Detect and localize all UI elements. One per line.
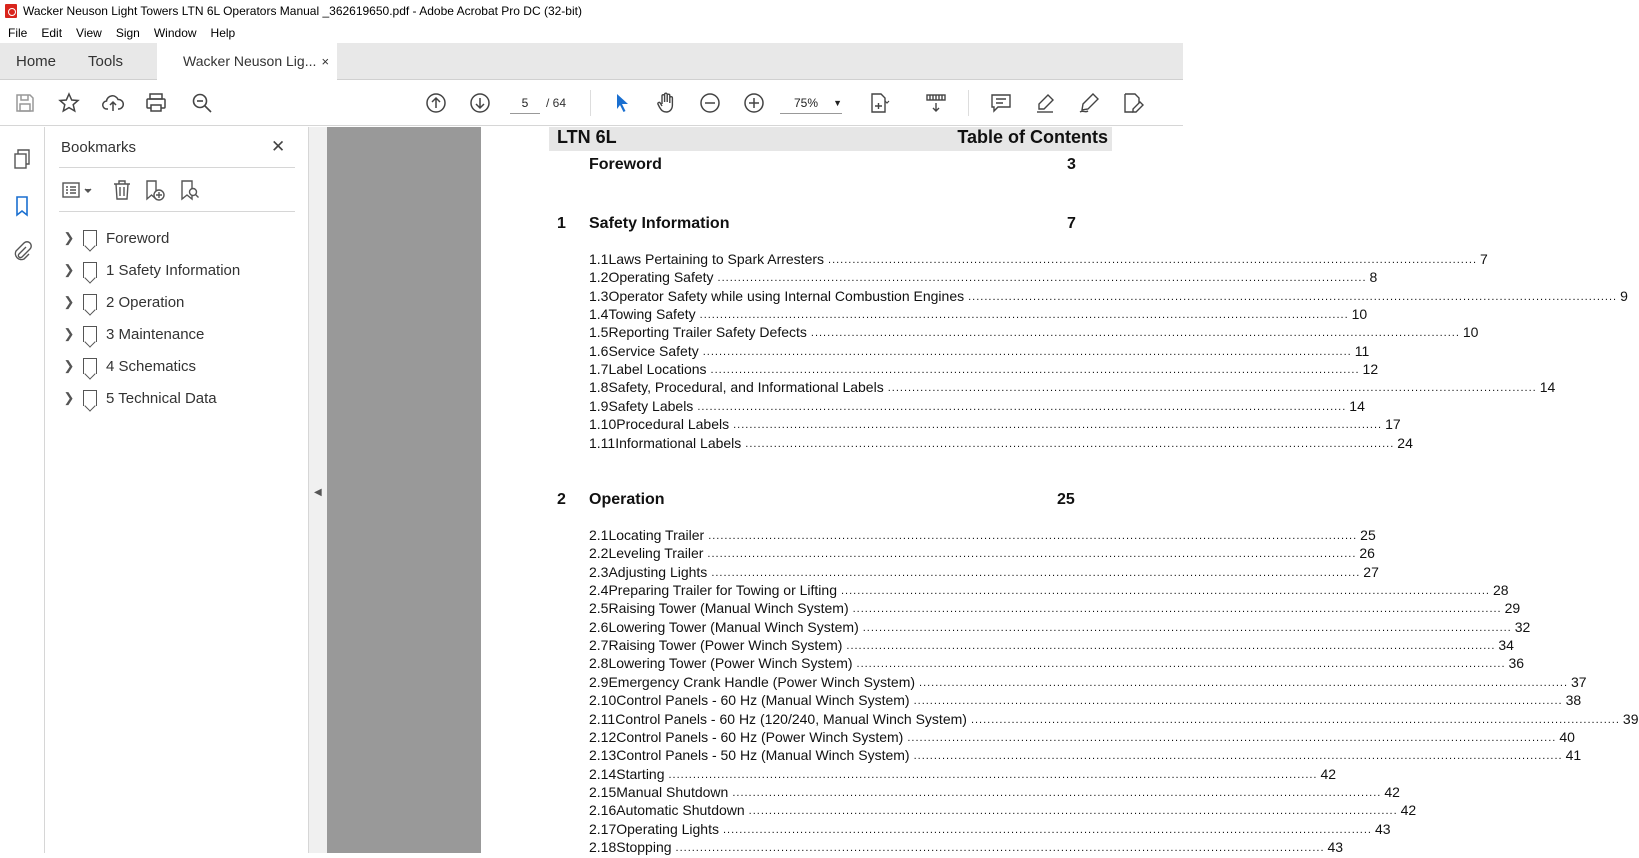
toc-leader-dots: ................................................................................................................................................................	[733, 419, 1383, 432]
toc-leader-dots: ................................................................................................................................................................	[675, 841, 1325, 854]
toc-leader-dots: ................................................................................................................................................................	[862, 621, 1512, 634]
menu-view[interactable]: View	[76, 25, 102, 40]
toc-section-page: 25	[1057, 491, 1075, 508]
menu-file[interactable]: File	[8, 25, 28, 40]
toc-section-page: 7	[1067, 215, 1076, 232]
toc-leader-dots: ................................................................................................................................................................	[852, 603, 1502, 616]
toc-entry-number: 1.8	[589, 379, 609, 396]
bookmark-icon	[83, 294, 97, 310]
toc-leader-dots: ................................................................................................................................................................	[668, 768, 1318, 781]
toolbar-divider	[590, 90, 591, 116]
panel-collapse-handle[interactable]	[309, 127, 327, 853]
toc-entry[interactable]	[589, 527, 1376, 545]
attachments-icon[interactable]	[11, 241, 33, 263]
toc-entry[interactable]	[589, 673, 1587, 692]
bookmarks-icon[interactable]	[11, 195, 33, 217]
page-total: / 64	[546, 96, 567, 110]
toc-entry[interactable]	[589, 434, 1413, 453]
toc-entry-title: Locating Trailer	[608, 527, 705, 543]
toc-entry[interactable]	[589, 765, 1337, 784]
star-icon[interactable]	[57, 91, 81, 115]
toc-entry[interactable]	[589, 655, 1525, 673]
toc-leader-dots: ................................................................................................................................................................	[841, 585, 1490, 598]
bookmark-item-foreword[interactable]	[59, 222, 295, 254]
bookmark-item-maintenance[interactable]	[59, 318, 295, 350]
toc-entry-title: Emergency Crank Handle (Power Winch System)	[608, 673, 916, 690]
toc-entry-title: Control Panels - 60 Hz (Manual Winch System)	[616, 692, 910, 709]
bookmark-icon	[83, 390, 97, 406]
chevron-down-icon: ▼	[833, 98, 842, 108]
toc-entry-number: 2.12	[589, 728, 617, 745]
toc-entry-page: 29	[1504, 600, 1521, 617]
toc-entry[interactable]	[589, 416, 1401, 434]
toc-leader-dots: ................................................................................................................................................................	[919, 676, 1568, 689]
toc-leader-dots: ................................................................................................................................................................	[846, 640, 1496, 653]
toc-entry-title: Control Panels - 50 Hz (Manual Winch System)	[616, 747, 910, 764]
toc-entry-number: 1.5	[589, 324, 609, 341]
toc-leader-dots: ................................................................................................................................................................	[745, 437, 1395, 450]
toc-entry[interactable]	[589, 287, 1628, 306]
toc-entry[interactable]	[589, 379, 1556, 397]
select-cursor-icon[interactable]	[610, 91, 634, 115]
toc-entry-number: 2.3	[589, 563, 609, 580]
toc-entry-number: 2.5	[589, 600, 609, 617]
toc-entry-number: 2.17	[589, 820, 617, 837]
toc-entry[interactable]	[589, 397, 1365, 416]
toc-section-number: 2	[557, 491, 566, 508]
bookmark-icon	[83, 262, 97, 278]
toc-entry-page: 14	[1349, 397, 1365, 414]
tab-document[interactable]	[157, 43, 337, 81]
bookmark-label: 5 Technical Data	[106, 389, 217, 407]
toc-leader-dots: ................................................................................................................................................................	[810, 327, 1460, 340]
toc-entry-page: 38	[1565, 692, 1582, 709]
document-viewport[interactable]	[309, 127, 1639, 855]
toc-entry-title: Preparing Trailer for Towing or Lifting	[608, 582, 837, 599]
left-rail	[0, 127, 45, 853]
toc-entry[interactable]	[589, 637, 1514, 655]
zoom-in-icon[interactable]	[742, 91, 766, 115]
search-icon[interactable]	[190, 91, 214, 115]
toc-entry-title: Reporting Trailer Safety Defects	[608, 324, 807, 341]
bookmark-item-schematics[interactable]	[59, 350, 295, 382]
page-header	[549, 127, 1112, 151]
toc-leader-dots: ................................................................................................................................................................	[748, 805, 1398, 818]
toc-entry-number: 1.10	[589, 416, 617, 433]
toc-entry[interactable]	[589, 747, 1582, 765]
toc-entry-title: Leveling Trailer	[608, 545, 704, 562]
bookmark-item-safety-information[interactable]	[59, 254, 295, 286]
bookmark-label: 3 Maintenance	[106, 325, 205, 343]
toc-entry-number: 1.2	[589, 269, 609, 286]
tab-close-icon[interactable]: ×	[321, 54, 330, 69]
toc-leader-dots: ................................................................................................................................................................	[913, 695, 1563, 708]
header-section-title: Table of Contents	[957, 127, 1108, 147]
comment-icon[interactable]	[989, 91, 1013, 115]
menu-help[interactable]: Help	[210, 25, 236, 40]
bookmark-item-technical-data[interactable]	[59, 382, 295, 414]
chevron-right-icon[interactable]: ❯	[63, 326, 75, 341]
toc-entry-title: Operating Lights	[616, 820, 719, 837]
toc-entry-title: Procedural Labels	[616, 416, 730, 433]
toc-entry-page: 25	[1360, 527, 1376, 543]
toc-entry-page: 17	[1385, 416, 1401, 433]
save-icon[interactable]	[13, 91, 37, 115]
next-page-icon[interactable]	[468, 91, 492, 115]
toc-entry[interactable]	[589, 342, 1370, 361]
toc-leader-dots: ................................................................................................................................................................	[722, 823, 1372, 836]
toc-entry-title: Lowering Tower (Manual Winch System)	[608, 618, 859, 635]
toc-entry[interactable]	[589, 838, 1344, 857]
toc-entry-page: 32	[1514, 618, 1531, 635]
toc-entry-page: 39	[1622, 710, 1639, 727]
divider	[59, 211, 295, 212]
toc-entry[interactable]	[589, 563, 1379, 582]
toc-leader-dots: ................................................................................................................................................................	[887, 382, 1537, 395]
toc-entry-title: Automatic Shutdown	[616, 802, 745, 819]
chevron-right-icon[interactable]: ❯	[63, 390, 75, 405]
toc-entry-page: 10	[1462, 324, 1479, 341]
menu-edit[interactable]: Edit	[41, 25, 63, 40]
toc-entry[interactable]	[589, 618, 1531, 637]
toc-leader-dots: ................................................................................................................................................................	[970, 713, 1620, 726]
toc-leader-dots: ................................................................................................................................................................	[710, 364, 1360, 377]
hand-tool-icon[interactable]	[654, 91, 678, 115]
toc-entry-page: 42	[1384, 783, 1400, 800]
toc-entry-number: 2.4	[589, 582, 609, 599]
bookmark-label: 2 Operation	[106, 293, 185, 311]
fill-sign-icon[interactable]	[1121, 91, 1145, 115]
toolbar	[0, 80, 1183, 126]
scroll-mode-icon[interactable]	[924, 91, 948, 115]
toc-entry-number: 1.4	[589, 306, 609, 323]
previous-page-icon[interactable]	[424, 91, 448, 115]
highlight-pen-icon[interactable]	[1033, 91, 1057, 115]
bookmarks-toolbar	[59, 177, 295, 205]
toc-entry-number: 2.6	[589, 618, 609, 635]
toc-entry[interactable]	[589, 269, 1378, 287]
upload-cloud-icon[interactable]	[101, 91, 125, 115]
pdf-page	[481, 127, 1639, 855]
bookmark-label: Foreword	[106, 229, 170, 247]
toc-entry-number: 1.3	[589, 287, 609, 304]
acrobat-icon	[5, 4, 17, 18]
menu-bar	[0, 22, 1183, 43]
zoom-out-icon[interactable]	[698, 91, 722, 115]
toc-entry-title: Informational Labels	[615, 434, 742, 451]
print-icon[interactable]	[144, 91, 168, 115]
toc-entry[interactable]	[589, 545, 1375, 563]
toc-entry-number: 2.11	[589, 710, 616, 727]
toc-entry-page: 10	[1351, 306, 1368, 323]
toolbar-divider	[968, 90, 969, 116]
toc-section-title: Operation	[589, 491, 665, 508]
chevron-right-icon[interactable]: ❯	[63, 358, 75, 373]
toc-entry-number: 2.9	[589, 673, 609, 690]
toc-entry-page: 36	[1508, 655, 1525, 672]
toc-entry-number: 2.1	[589, 527, 609, 543]
toc-leader-dots: ................................................................................................................................................................	[708, 530, 1358, 542]
sign-pen-icon[interactable]	[1077, 91, 1101, 115]
bookmark-label: 4 Schematics	[106, 357, 197, 375]
zoom-select[interactable]	[780, 92, 842, 114]
toc-entry-title: Laws Pertaining to Spark Arresters	[608, 251, 825, 267]
toc-entry-title: Operating Safety	[608, 269, 714, 286]
menu-window[interactable]: Window	[153, 25, 197, 40]
zoom-value: 75%	[794, 96, 819, 110]
toc-entry-number: 2.10	[589, 692, 617, 709]
toc-section-title: Safety Information	[589, 215, 730, 232]
viewport-background	[327, 127, 481, 853]
toc-leader-dots: ................................................................................................................................................................	[697, 400, 1347, 413]
toc-entry-page: 8	[1369, 269, 1378, 286]
toc-entry-page: 7	[1480, 251, 1488, 267]
toc-entry-number: 2.16	[589, 802, 617, 819]
toc-entry-title: Label Locations	[608, 361, 707, 378]
toc-entry-title: Safety Labels	[608, 397, 694, 414]
toc-entry[interactable]	[589, 710, 1639, 729]
toc-entry[interactable]	[589, 251, 1488, 269]
close-icon[interactable]: ✕	[271, 137, 286, 156]
toc-entry-page: 43	[1327, 838, 1344, 855]
chevron-right-icon[interactable]: ❯	[63, 294, 75, 309]
toc-leader-dots: ................................................................................................................................................................	[828, 254, 1477, 266]
toc-entry-title: Raising Tower (Power Winch System)	[608, 637, 843, 654]
toc-entry-number: 2.7	[589, 637, 609, 654]
menu-sign[interactable]: Sign	[115, 25, 140, 40]
toc-entry-title: Stopping	[616, 838, 672, 855]
page-number-input[interactable]: 5	[510, 92, 540, 114]
chevron-right-icon[interactable]: ❯	[63, 230, 75, 245]
toc-entry-title: Adjusting Lights	[608, 563, 708, 580]
tab-bar	[0, 43, 1183, 80]
chevron-left-icon[interactable]: ◀	[314, 487, 322, 498]
window-title: Wacker Neuson Light Towers LTN 6L Operators Manual _362619650.pdf - Adobe Acrobat Pro DC (32-bit)	[23, 4, 582, 18]
toc-entry-title: Service Safety	[608, 342, 699, 359]
toc-entry-page: 28	[1492, 582, 1509, 599]
toc-entry-number: 1.1	[589, 251, 609, 267]
toc-entry-title: Lowering Tower (Power Winch System)	[608, 655, 853, 672]
toc-entry-title: Control Panels - 60 Hz (Power Winch System)	[616, 728, 904, 745]
toc-entry-number: 1.7	[589, 361, 609, 378]
toc-foreword-page: 3	[1067, 156, 1076, 173]
divider	[59, 167, 295, 168]
toc-leader-dots: ................................................................................................................................................................	[913, 750, 1563, 763]
toc-entry-number: 1.11	[589, 434, 616, 451]
tab-tools[interactable]: Tools	[88, 53, 124, 70]
toc-entry-page: 11	[1354, 342, 1370, 359]
bookmark-item-operation[interactable]	[59, 286, 295, 318]
tab-document-label: Wacker Neuson Lig...	[183, 53, 317, 69]
toc-entry[interactable]	[589, 306, 1368, 324]
toc-entry[interactable]	[589, 361, 1379, 379]
toc-entry-title: Manual Shutdown	[616, 783, 729, 800]
bookmark-icon	[83, 358, 97, 374]
toc-leader-dots: ................................................................................................................................................................	[702, 345, 1352, 358]
toc-leader-dots: ................................................................................................................................................................	[732, 786, 1382, 799]
delete-icon[interactable]	[111, 179, 133, 201]
toc-entry-title: Starting	[616, 765, 665, 782]
toc-entry-page: 26	[1359, 545, 1375, 562]
toc-entry-page: 42	[1320, 765, 1337, 782]
chevron-right-icon[interactable]: ❯	[63, 262, 75, 277]
toc-entry-page: 14	[1539, 379, 1556, 396]
page-thumbnails-icon[interactable]	[11, 148, 33, 170]
toc-entry-number: 1.6	[589, 342, 609, 359]
toc-leader-dots: ................................................................................................................................................................	[699, 309, 1349, 322]
toc-entry-page: 24	[1397, 434, 1413, 451]
toc-entry-title: Operator Safety while using Internal Combustion Engines	[608, 287, 965, 304]
tab-home[interactable]: Home	[16, 53, 57, 70]
toc-entry-number: 2.15	[589, 783, 617, 800]
toc-entry-page: 9	[1620, 287, 1628, 304]
bookmark-icon	[83, 326, 97, 342]
toc-entry-page: 34	[1498, 637, 1514, 654]
toc-leader-dots: ................................................................................................................................................................	[717, 272, 1367, 285]
toc-leader-dots: ................................................................................................................................................................	[968, 290, 1618, 303]
toc-entry-title: Raising Tower (Manual Winch System)	[608, 600, 849, 617]
toc-entry[interactable]	[589, 728, 1575, 747]
toc-entry-page: 40	[1559, 728, 1575, 745]
toc-entry-title: Control Panels - 60 Hz (120/240, Manual Winch System)	[615, 710, 967, 727]
toc-entry[interactable]	[589, 582, 1509, 600]
bookmark-options-icon[interactable]	[61, 179, 95, 201]
toc-section-number: 1	[557, 215, 566, 232]
header-model: LTN 6L	[557, 127, 617, 147]
toc-entry-number: 1.9	[589, 397, 609, 414]
toc-entry-page: 42	[1400, 802, 1417, 819]
toc-entry-number: 2.14	[589, 765, 617, 782]
toc-leader-dots: ................................................................................................................................................................	[707, 548, 1357, 561]
toc-entry-page: 43	[1374, 820, 1391, 837]
toc-entry[interactable]	[589, 802, 1417, 820]
toc-entry-page: 27	[1363, 563, 1379, 580]
bookmark-search-icon[interactable]	[179, 179, 201, 201]
toc-entry-number: 2.18	[589, 838, 617, 855]
toc-entry[interactable]	[589, 820, 1391, 839]
toc-leader-dots: ................................................................................................................................................................	[856, 658, 1506, 671]
toc-leader-dots: ................................................................................................................................................................	[711, 566, 1361, 579]
toc-entry[interactable]	[589, 600, 1521, 618]
toc-entry-page: 41	[1565, 747, 1582, 764]
bookmark-label: 1 Safety Information	[106, 261, 241, 279]
new-bookmark-icon[interactable]	[143, 179, 165, 201]
toc-entry-number: 2.8	[589, 655, 609, 672]
bookmarks-title: Bookmarks	[61, 139, 137, 156]
bookmarks-list	[59, 222, 295, 414]
toc-entry-page: 12	[1362, 361, 1379, 378]
title-bar	[0, 0, 1183, 22]
toc-entry-title: Safety, Procedural, and Informational Labels	[608, 379, 884, 396]
toc-entry-title: Towing Safety	[608, 306, 696, 323]
toc-entry[interactable]	[589, 692, 1582, 710]
toc-leader-dots: ................................................................................................................................................................	[907, 731, 1557, 744]
toc-entry[interactable]	[589, 783, 1400, 802]
page-fit-icon[interactable]	[868, 91, 892, 115]
toc-foreword-label: Foreword	[589, 156, 662, 173]
toc-entry[interactable]	[589, 324, 1479, 342]
bookmark-icon	[83, 230, 97, 246]
toc-entry-number: 2.2	[589, 545, 609, 562]
toc-entry-number: 2.13	[589, 747, 617, 764]
toc-entry-page: 37	[1571, 673, 1587, 690]
bookmarks-panel	[45, 127, 309, 853]
